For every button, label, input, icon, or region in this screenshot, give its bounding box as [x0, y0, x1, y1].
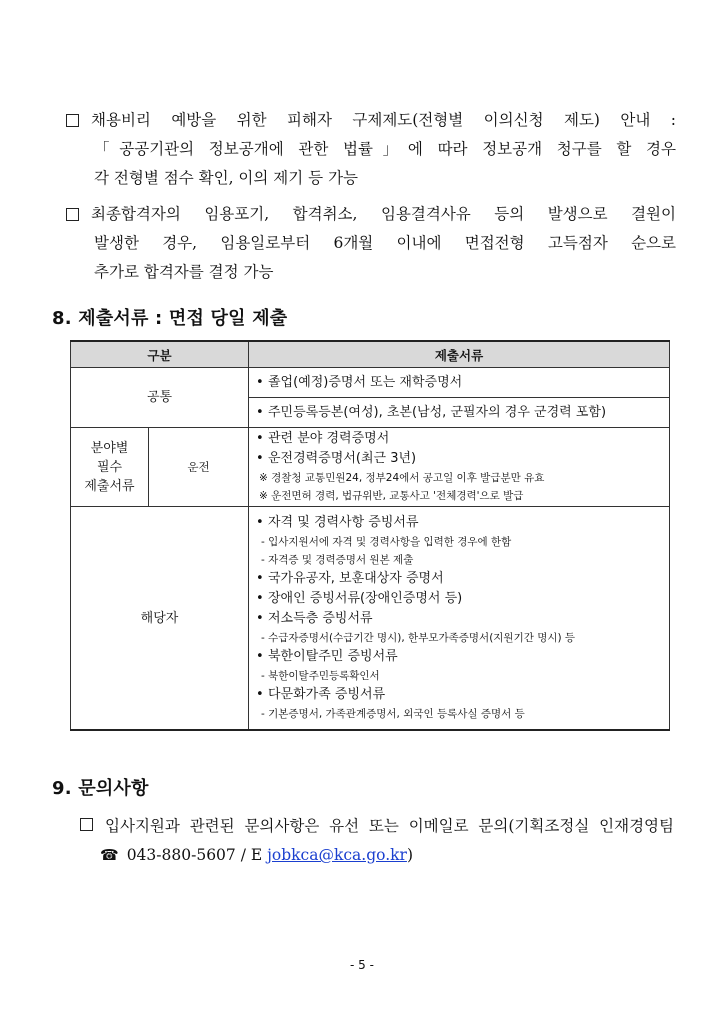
- document-sub-item: - 수급자증명서(수급기간 명시), 한부모가족증명서(지원기간 명시) 등: [261, 632, 576, 644]
- document-note: ※ 운전면허 경력, 법규위반, 교통사고 '전체경력'으로 발급: [259, 490, 524, 502]
- table-row: [71, 507, 670, 731]
- closing-paren: ): [406, 846, 413, 864]
- header-documents: 제출서류: [249, 341, 670, 368]
- bullet-icon: •: [256, 571, 264, 586]
- table-row: [71, 428, 670, 507]
- notice-line: 각 전형별 점수 확인, 이의 제기 등 가능: [94, 169, 359, 187]
- bullet-icon: •: [256, 431, 264, 446]
- table-row: [71, 368, 670, 398]
- document-item: • 졸업(예정)증명서 또는 재학증명서: [249, 373, 669, 393]
- document-item: • 장애인 증빙서류(장애인증명서 등): [249, 589, 669, 609]
- applicable-label: 해당자: [71, 507, 249, 731]
- phone-icon: ☎: [100, 846, 119, 864]
- header-category: 구분: [71, 341, 249, 368]
- notice-additional-pass: [66, 200, 676, 287]
- bullet-icon: •: [256, 649, 264, 664]
- document-note: ※ 경찰청 교통민원24, 정부24에서 공고일 이후 발급분만 유효: [259, 472, 545, 484]
- bullet-icon: •: [256, 687, 264, 702]
- document-item: • 운전경력증명서(최근 3년): [249, 449, 669, 469]
- documents-table: [70, 340, 670, 731]
- notice-line: 발생한 경우, 임용일로부터 6개월 이내에 면접전형 고득점자 순으로: [94, 234, 676, 252]
- document-item: • 북한이탈주민 증빙서류: [249, 647, 669, 667]
- bullet-icon: •: [256, 451, 264, 466]
- common-label: 공통: [71, 368, 249, 428]
- email-link[interactable]: jobkca@kca.go.kr: [267, 846, 407, 864]
- document-item: • 주민등록등본(여성), 초본(남성, 군필자의 경우 군경력 포함): [249, 403, 669, 423]
- document-sub-item: - 자격증 및 경력증명서 원본 제출: [261, 554, 414, 566]
- document-item: • 관련 분야 경력증명서: [249, 429, 669, 449]
- section-9-title: 9. 문의사항: [52, 778, 149, 799]
- bullet-icon: •: [256, 591, 264, 606]
- document-item: • 자격 및 경력사항 증빙서류: [249, 513, 669, 533]
- checkbox-icon: [66, 114, 79, 127]
- table-header-row: [71, 341, 670, 368]
- notice-line: 추가로 합격자를 결정 가능: [94, 263, 274, 281]
- document-sub-item: - 입사지원서에 자격 및 경력사항을 입력한 경우에 한함: [261, 536, 512, 548]
- bullet-icon: •: [256, 404, 264, 420]
- document-item: • 저소득층 증빙서류: [249, 609, 669, 629]
- notice-line: 최종합격자의 임용포기, 합격취소, 임용결격사유 등의 발생으로 결원이: [91, 205, 676, 223]
- document-item: • 국가유공자, 보훈대상자 증명서: [249, 569, 669, 589]
- bullet-icon: •: [256, 611, 264, 626]
- notice-remedy: [66, 106, 676, 193]
- inquiry-text: 입사지원과 관련된 문의사항은 유선 또는 이메일로 문의(기획조정실 인재경영팀: [105, 817, 674, 835]
- notice-line: 「공공기관의 정보공개에 관한 법률」에 따라 정보공개 청구를 할 경우: [94, 140, 676, 158]
- checkbox-icon: [66, 208, 79, 221]
- field-sub-label: 운전: [149, 428, 249, 507]
- phone-number: 043-880-5607 / E: [126, 846, 263, 864]
- document-sub-item: - 기본증명서, 가족관계증명서, 외국인 등록사실 증명서 등: [261, 708, 525, 720]
- document-sub-item: - 북한이탈주민등록확인서: [261, 670, 380, 682]
- section-8-title: 8. 제출서류 : 면접 당일 제출: [52, 308, 288, 329]
- document-item: • 다문화가족 증빙서류: [249, 685, 669, 705]
- inquiry-paragraph: [80, 814, 674, 836]
- bullet-icon: •: [256, 374, 264, 390]
- contact-line: [100, 846, 413, 864]
- page-number: - 5 -: [350, 958, 374, 972]
- notice-line: 채용비리 예방을 위한 피해자 구제제도(전형별 이의신청 제도) 안내 :: [91, 111, 676, 129]
- checkbox-icon: [80, 818, 93, 831]
- bullet-icon: •: [256, 515, 264, 530]
- field-label: 분야별 필수 제출서류: [71, 428, 149, 507]
